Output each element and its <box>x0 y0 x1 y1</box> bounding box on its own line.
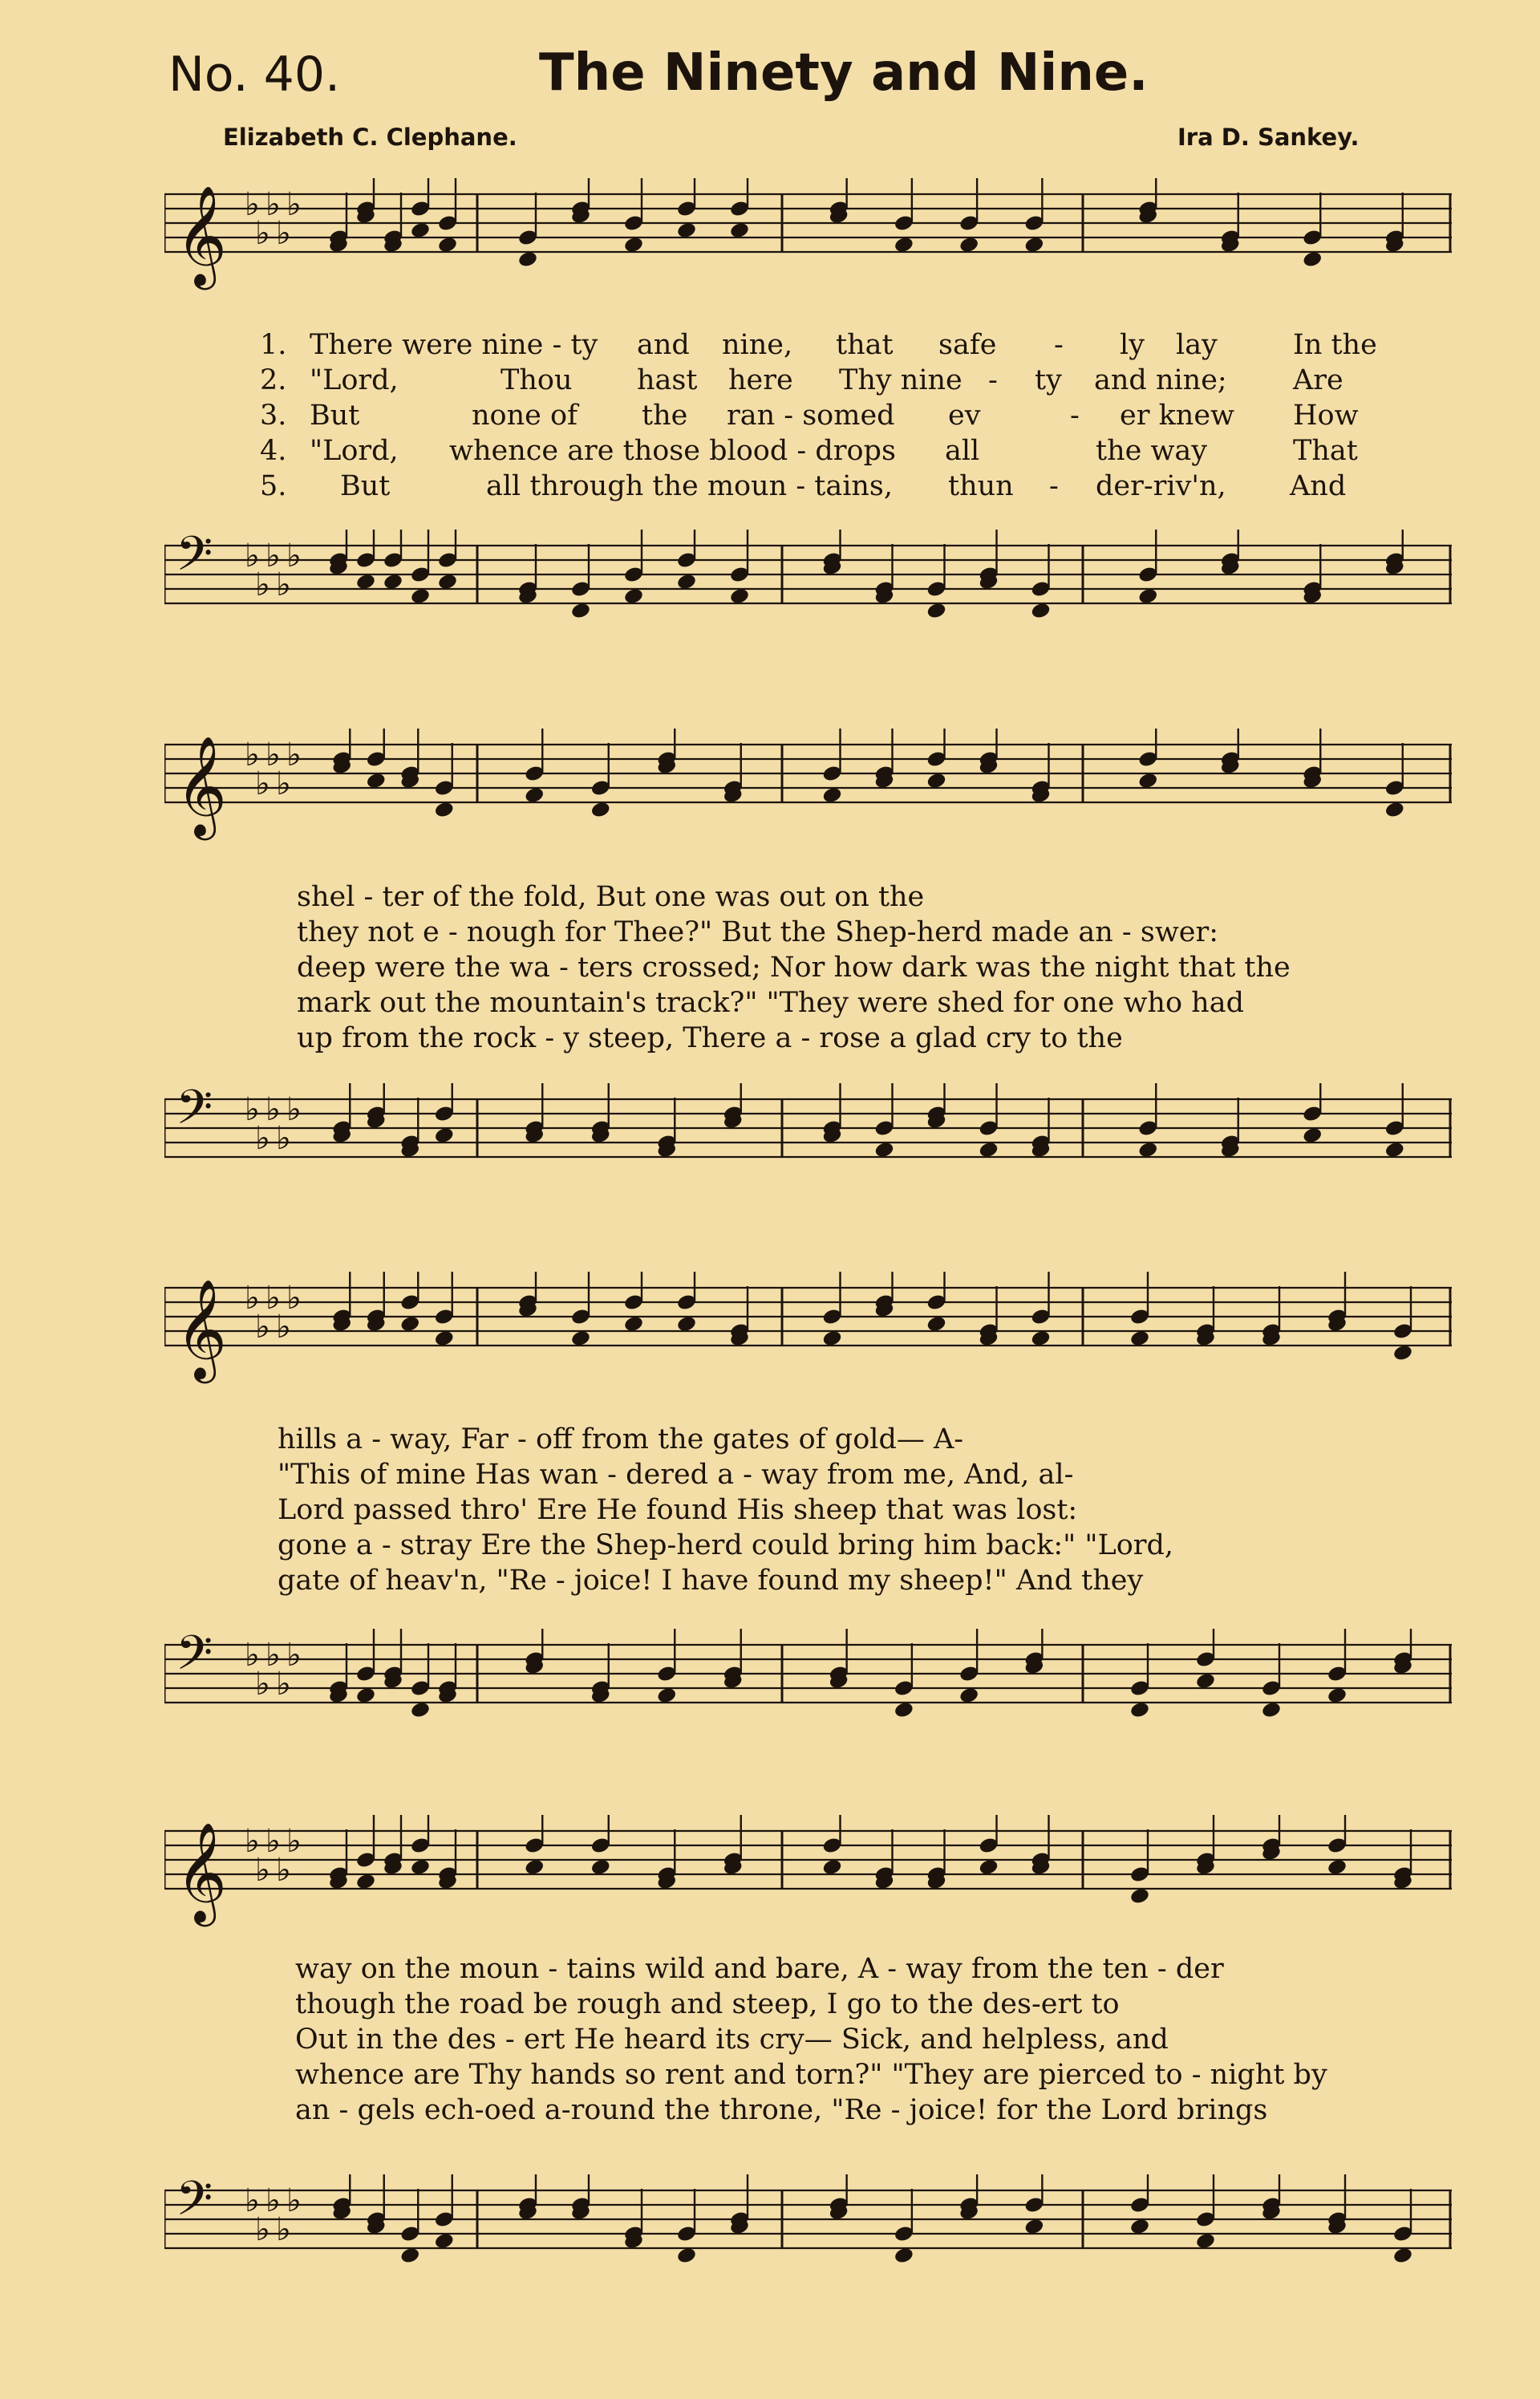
hymn-title: The Ninety and Nine. <box>539 43 1149 103</box>
note-head <box>821 786 842 805</box>
lyric: nine, <box>722 329 793 361</box>
verse-line: way on the moun - tains wild and bare, A - way from the ten - der <box>295 1953 1224 1985</box>
note-head <box>366 772 387 790</box>
note-head <box>978 1141 999 1159</box>
verse-line: Out in the des - ert He heard its cry— Sick, and helpless, and <box>295 2024 1169 2056</box>
composer-credit: Ira D. Sankey. <box>1177 124 1360 151</box>
flat-icon: ♭ <box>265 737 281 773</box>
flat-icon: ♭ <box>255 765 270 802</box>
verse-line: "This of mine Has wan - dered a - way from me, And, al- <box>278 1459 1074 1491</box>
lyric: and nine; <box>1094 364 1227 396</box>
flat-icon: ♭ <box>276 1852 291 1889</box>
note-head <box>410 221 431 240</box>
flat-icon: ♭ <box>255 1120 270 1157</box>
lyric: ty <box>1035 364 1062 396</box>
verse-line: they not e - nough for Thee?" But the Shep-herd made an - swer: <box>297 916 1219 948</box>
verse-line: gate of heav'n, "Re - joice! I have found my sheep!" And they <box>278 1565 1144 1597</box>
note-head <box>676 2247 697 2265</box>
note-head <box>1023 2218 1044 2236</box>
note-head <box>729 221 750 240</box>
note-head <box>517 250 538 269</box>
lyric: Thy nine <box>839 364 962 396</box>
note-head <box>570 1329 591 1348</box>
lyric: In the <box>1293 329 1377 361</box>
note-head <box>1384 801 1405 819</box>
note-head <box>623 236 644 254</box>
flat-icon: ♭ <box>265 1280 281 1317</box>
lyric: all <box>945 435 980 467</box>
note-head <box>926 1315 946 1333</box>
note-head <box>676 1315 697 1333</box>
note-head <box>894 236 914 254</box>
lyric: But <box>310 400 360 432</box>
note-head <box>1327 1687 1348 1705</box>
note-head <box>1129 2218 1150 2236</box>
flat-icon: ♭ <box>286 1637 302 1674</box>
treble-clef-icon: 𝄞 <box>176 1822 227 1922</box>
lyric: that <box>836 329 894 361</box>
note-head <box>399 2247 420 2265</box>
lyric: "Lord, <box>310 435 399 467</box>
verse-line: hills a - way, Far - off from the gates of gold— A- <box>278 1423 964 1455</box>
flat-icon: ♭ <box>245 538 260 574</box>
note-head <box>1302 250 1323 269</box>
lyric: hast <box>637 364 698 396</box>
treble-staff-2 <box>164 729 1452 836</box>
note-head <box>410 1701 431 1719</box>
note-head <box>1327 1858 1348 1877</box>
treble-clef-icon: 𝄞 <box>176 185 227 286</box>
note-head <box>355 1873 376 1891</box>
flat-icon: ♭ <box>265 186 281 223</box>
note-head <box>1129 1701 1150 1719</box>
treble-staff-4 <box>164 1815 1452 1922</box>
note-head <box>656 1687 677 1705</box>
note-head <box>1137 1141 1158 1159</box>
flat-icon: ♭ <box>286 737 302 773</box>
note-head <box>434 801 455 819</box>
note-head <box>894 2247 914 2265</box>
lyric: - <box>1049 470 1059 502</box>
flat-icon: ♭ <box>245 1823 260 1860</box>
note-head <box>1261 1701 1282 1719</box>
note-head <box>1030 602 1051 620</box>
lyric: the <box>642 400 688 432</box>
flat-icon: ♭ <box>276 566 291 603</box>
hymn-number: No. 40. <box>168 47 341 103</box>
note-head <box>434 1126 455 1145</box>
lyric: How <box>1293 400 1359 432</box>
lyric: There were nine - ty <box>310 329 598 361</box>
note-head <box>1392 2247 1413 2265</box>
note-head <box>590 1858 611 1877</box>
bass-clef-icon: 𝄢 <box>176 530 213 593</box>
lyric: - <box>1070 400 1080 432</box>
lyric: and <box>637 329 690 361</box>
note-head <box>437 573 458 591</box>
note-head <box>1137 587 1158 606</box>
verse-line: Lord passed thro' Ere He found His sheep that was lost: <box>278 1494 1078 1526</box>
flat-icon: ♭ <box>276 1309 291 1346</box>
bass-clef-icon: 𝄢 <box>176 1083 213 1147</box>
lyric: ran - somed <box>727 400 895 432</box>
bass-staff-2 <box>164 1083 1452 1179</box>
verse-number: 3. <box>260 400 287 432</box>
note-head <box>410 587 431 606</box>
flat-icon: ♭ <box>286 1091 302 1128</box>
flat-icon: ♭ <box>276 2211 291 2248</box>
verse-line: whence are Thy hands so rent and torn?" "They are pierced to - night by <box>295 2059 1327 2091</box>
note-head <box>958 236 979 254</box>
note-head <box>524 786 545 805</box>
lyric: safe <box>938 329 997 361</box>
note-head <box>590 801 611 819</box>
note-head <box>1030 1329 1051 1348</box>
note-head <box>410 1858 431 1877</box>
author-credit: Elizabeth C. Clephane. <box>223 124 517 151</box>
verse-line: deep were the wa - ters crossed; Nor how dark was the night that the <box>297 952 1291 984</box>
verse-line <box>260 327 1447 363</box>
treble-clef-icon: 𝄞 <box>176 1279 227 1379</box>
bass-clef-icon: 𝄢 <box>176 2174 213 2238</box>
lyric: here <box>728 364 793 396</box>
flat-icon: ♭ <box>265 1637 281 1674</box>
lyric: lay <box>1176 329 1218 361</box>
verse-line: mark out the mountain's track?" "They were shed for one who had <box>297 987 1244 1019</box>
lyric: ly <box>1120 329 1145 361</box>
flat-icon: ♭ <box>286 186 302 223</box>
note-head <box>958 1687 979 1705</box>
flat-icon: ♭ <box>265 2182 281 2219</box>
verse-line <box>260 363 1447 398</box>
flat-icon: ♭ <box>276 765 291 802</box>
verse-number: 5. <box>260 470 287 502</box>
verse-line <box>260 469 1447 504</box>
flat-icon: ♭ <box>245 737 260 773</box>
verse-number: 2. <box>260 364 287 396</box>
verse-line: shel - ter of the fold, But one was out on the <box>297 881 925 913</box>
note-head <box>1137 772 1158 790</box>
flat-icon: ♭ <box>255 1852 270 1889</box>
lyric: ev <box>948 400 981 432</box>
note-head <box>729 587 750 606</box>
flat-icon: ♭ <box>255 215 270 252</box>
lyric: none of <box>472 400 578 432</box>
lyric: That <box>1293 435 1358 467</box>
flat-icon: ♭ <box>286 1280 302 1317</box>
flat-icon: ♭ <box>255 566 270 603</box>
note-head <box>1195 2232 1216 2251</box>
flat-icon: ♭ <box>245 1637 260 1674</box>
lyric: And <box>1290 470 1347 502</box>
lyric: - <box>1054 329 1064 361</box>
note-head <box>570 602 591 620</box>
flat-icon: ♭ <box>265 538 281 574</box>
lyric: Thou <box>500 364 573 396</box>
note-head <box>355 1687 376 1705</box>
note-head <box>978 1858 999 1877</box>
flat-icon: ♭ <box>245 1091 260 1128</box>
flat-icon: ♭ <box>265 1823 281 1860</box>
note-head <box>676 573 697 591</box>
treble-staff-3 <box>164 1272 1452 1379</box>
note-head <box>1302 1126 1323 1145</box>
note-head <box>1195 1672 1216 1691</box>
lyric: But <box>340 470 391 502</box>
note-head <box>355 573 376 591</box>
flat-icon: ♭ <box>286 1823 302 1860</box>
note-head <box>873 1141 894 1159</box>
verse-line: up from the rock - y steep, There a - rose a glad cry to the <box>297 1022 1123 1054</box>
flat-icon: ♭ <box>276 215 291 252</box>
lyric: all through the moun - tains, <box>486 470 894 502</box>
treble-clef-icon: 𝄞 <box>176 736 227 836</box>
note-head <box>821 1329 842 1348</box>
verse-line <box>260 433 1447 469</box>
flat-icon: ♭ <box>245 2182 260 2219</box>
lyric: der-riv'n, <box>1096 470 1226 502</box>
note-head <box>1023 236 1044 254</box>
lyric: whence are those blood - drops <box>449 435 896 467</box>
flat-icon: ♭ <box>255 1309 270 1346</box>
note-head <box>623 587 644 606</box>
note-head <box>524 1858 545 1877</box>
bass-clef-icon: 𝄢 <box>176 1629 213 1692</box>
flat-icon: ♭ <box>286 2182 302 2219</box>
bass-staff-3 <box>164 1629 1452 1725</box>
note-head <box>1384 1141 1405 1159</box>
verse-line: though the road be rough and steep, I go to the des-ert to <box>295 1988 1120 2020</box>
note-head <box>894 1701 914 1719</box>
lyric: - <box>988 364 998 396</box>
note-head <box>821 1858 842 1877</box>
treble-staff-1 <box>164 178 1452 286</box>
flat-icon: ♭ <box>265 1091 281 1128</box>
note-head <box>623 1315 644 1333</box>
verse-number: 4. <box>260 435 287 467</box>
note-head <box>926 602 946 620</box>
lyric: Are <box>1293 364 1343 396</box>
note-head <box>399 1315 420 1333</box>
flat-icon: ♭ <box>245 186 260 223</box>
flat-icon: ♭ <box>255 1666 270 1703</box>
verse-line: an - gels ech-oed a-round the throne, "Re - joice! for the Lord brings <box>295 2094 1268 2126</box>
bass-staff-4 <box>164 2174 1452 2271</box>
verse-number: 1. <box>260 329 287 361</box>
bass-staff-1 <box>164 530 1452 626</box>
flat-icon: ♭ <box>255 2211 270 2248</box>
flat-icon: ♭ <box>276 1120 291 1157</box>
flat-icon: ♭ <box>286 538 302 574</box>
flat-icon: ♭ <box>245 1280 260 1317</box>
note-head <box>1129 1887 1150 1906</box>
verse-line <box>260 398 1447 433</box>
lyric: "Lord, <box>310 364 399 396</box>
note-head <box>926 772 946 790</box>
note-head <box>437 236 458 254</box>
note-head <box>676 221 697 240</box>
lyric: thun <box>948 470 1014 502</box>
verse-line: gone a - stray Ere the Shep-herd could bring him back:" "Lord, <box>278 1529 1174 1561</box>
note-head <box>1129 1329 1150 1348</box>
flat-icon: ♭ <box>276 1666 291 1703</box>
note-head <box>434 1329 455 1348</box>
note-head <box>434 2232 455 2251</box>
note-head <box>1392 1344 1413 1362</box>
note-head <box>383 573 403 591</box>
lyric: the way <box>1096 435 1208 467</box>
lyric: er knew <box>1120 400 1234 432</box>
